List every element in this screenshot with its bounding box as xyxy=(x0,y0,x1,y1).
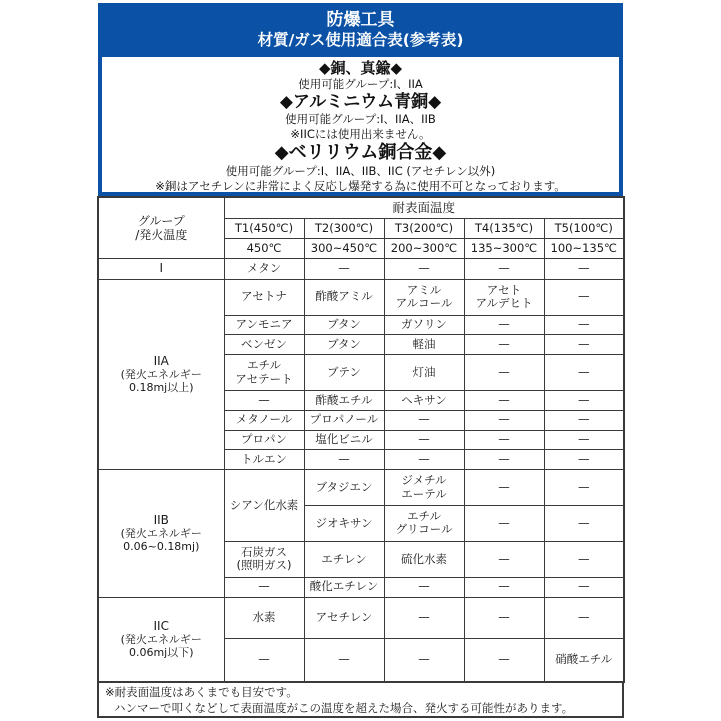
gas-cell: — xyxy=(464,450,544,470)
gas-cell: アセチレン xyxy=(304,597,384,639)
gas-cell: — xyxy=(304,258,384,279)
footnote-line-2: ハンマーで叩くなどして表面温度がこの温度を超えた場合、発火する可能性があります。 xyxy=(114,700,574,715)
gas-cell: 水素 xyxy=(224,597,304,639)
gas-cell: — xyxy=(224,639,304,682)
gas-cell: 塩化ビニル xyxy=(304,430,384,450)
t-range-cell: 100~135℃ xyxy=(544,239,624,259)
t-class-cell: T1(450℃) xyxy=(224,219,304,239)
gas-cell: — xyxy=(464,470,544,506)
gas-cell: — xyxy=(544,335,624,355)
gas-cell: エチル アセテート xyxy=(224,355,304,391)
gas-cell: — xyxy=(544,577,624,597)
gas-cell: — xyxy=(544,450,624,470)
gas-cell: 軽油 xyxy=(384,335,464,355)
gas-cell: トルエン xyxy=(224,450,304,470)
gas-cell: — xyxy=(544,410,624,430)
gas-cell: プロパノール xyxy=(304,410,384,430)
group-cell-IIC xyxy=(98,597,224,682)
table-header-row-1 xyxy=(98,197,624,219)
t-class-cell: T4(135℃) xyxy=(464,219,544,239)
gas-cell: — xyxy=(464,258,544,279)
gas-cell: 石炭ガス (照明ガス) xyxy=(224,541,304,577)
t-range-cell: 200~300℃ xyxy=(384,239,464,259)
group-label: IIA xyxy=(153,354,169,369)
surface-temp-header-cell: 耐表面温度 xyxy=(224,197,624,219)
gas-cell: — xyxy=(544,430,624,450)
gas-cell: — xyxy=(224,577,304,597)
gas-cell: アセト アルデヒト xyxy=(464,279,544,315)
gas-cell: — xyxy=(464,315,544,335)
t-range-cell: 300~450℃ xyxy=(304,239,384,259)
gas-cell: ブテン xyxy=(304,355,384,391)
gas-cell: — xyxy=(224,391,304,411)
gas-cell: — xyxy=(464,597,544,639)
t-class-cell: T5(100℃) xyxy=(544,219,624,239)
gas-cell: シアン化水素 xyxy=(224,470,304,542)
material-groups-beryllium-copper: 使用可能グループ:I、IIA、IIB、IIC (アセチレン以外) xyxy=(225,163,496,178)
gas-cell: — xyxy=(544,258,624,279)
material-info-box xyxy=(98,57,623,196)
gas-cell: — xyxy=(384,450,464,470)
group-cell-IIA xyxy=(98,279,224,469)
gas-cell: メタン xyxy=(224,258,304,279)
gas-cell: — xyxy=(304,639,384,682)
gas-cell: アセトナ xyxy=(224,279,304,315)
gas-cell: — xyxy=(464,577,544,597)
gas-cell: 酢酸アミル xyxy=(304,279,384,315)
gas-cell: ガソリン xyxy=(384,315,464,335)
gas-cell: 硫化水素 xyxy=(384,541,464,577)
group-cell-IIB xyxy=(98,470,224,598)
table-row xyxy=(98,258,624,279)
gas-cell: ブタン xyxy=(304,335,384,355)
gas-cell: 酸化エチレン xyxy=(304,577,384,597)
gas-cell: — xyxy=(384,597,464,639)
table-row xyxy=(98,470,624,506)
group-label: IIC xyxy=(153,619,169,634)
gas-cell: — xyxy=(464,541,544,577)
t-class-cell: T2(300℃) xyxy=(304,219,384,239)
gas-cell: エチレン xyxy=(304,541,384,577)
gas-compatibility-table xyxy=(97,196,625,683)
gas-cell: — xyxy=(464,430,544,450)
gas-cell: — xyxy=(544,470,624,506)
material-note-copper-acetylene: ※銅はアセチレンに非常によく反応し爆発する為に使用不可となっております。 xyxy=(155,178,566,193)
gas-cell: — xyxy=(304,450,384,470)
compatibility-table-container xyxy=(97,196,624,683)
gas-cell: アミル アルコール xyxy=(384,279,464,315)
gas-cell: ベンゼン xyxy=(224,335,304,355)
footnote-line-1: ※耐表面温度はあくまでも目安です。 xyxy=(105,685,298,699)
gas-cell: — xyxy=(544,541,624,577)
gas-cell: — xyxy=(464,355,544,391)
gas-cell: — xyxy=(464,505,544,541)
gas-cell: — xyxy=(544,355,624,391)
gas-cell: エチル グリコール xyxy=(384,505,464,541)
gas-cell: 酢酸エチル xyxy=(304,391,384,411)
material-name-beryllium-copper: ◆ベリリウム銅合金◆ xyxy=(274,142,447,164)
gas-cell: 灯油 xyxy=(384,355,464,391)
t-range-cell: 135~300℃ xyxy=(464,239,544,259)
gas-cell: — xyxy=(384,410,464,430)
material-name-aluminum-bronze: ◆アルミニウム青銅◆ xyxy=(279,91,442,112)
page-subtitle: 材質/ガス使用適合表(参考表) xyxy=(257,30,464,49)
gas-cell: — xyxy=(544,597,624,639)
gas-cell: — xyxy=(464,639,544,682)
material-note-aluminum-bronze: ※IICには使用出来ません。 xyxy=(290,127,431,142)
gas-cell: — xyxy=(544,391,624,411)
group-energy: (発火エネルギー 0.06~0.18mj) xyxy=(120,526,202,553)
gas-cell: ヘキサン xyxy=(384,391,464,411)
gas-cell: アンモニア xyxy=(224,315,304,335)
group-energy: (発火エネルギー 0.06mj以下) xyxy=(120,632,202,659)
group-energy: (発火エネルギー 0.18mj以上) xyxy=(120,367,202,394)
footnote-box xyxy=(97,683,624,718)
gas-cell: — xyxy=(384,258,464,279)
table-row xyxy=(98,279,624,315)
page-title: 防爆工具 xyxy=(326,9,395,30)
gas-cell: ジメチル エーテル xyxy=(384,470,464,506)
group-cell-I xyxy=(98,258,224,279)
title-banner xyxy=(98,3,623,57)
table-row xyxy=(98,597,624,639)
gas-cell: — xyxy=(464,410,544,430)
t-class-cell: T3(200℃) xyxy=(384,219,464,239)
gas-cell: ブタジエン xyxy=(304,470,384,506)
gas-cell: — xyxy=(384,577,464,597)
gas-cell: プロパン xyxy=(224,430,304,450)
gas-cell: — xyxy=(464,391,544,411)
gas-cell: ブタン xyxy=(304,315,384,335)
gas-cell: — xyxy=(544,279,624,315)
material-groups-aluminum-bronze: 使用可能グループ:I、IIA、IIB xyxy=(285,112,436,127)
gas-cell: ジオキサン xyxy=(304,505,384,541)
gas-cell: — xyxy=(384,639,464,682)
gas-cell: メタノール xyxy=(224,410,304,430)
gas-cell: — xyxy=(544,505,624,541)
gas-cell: — xyxy=(464,335,544,355)
t-range-cell: 450℃ xyxy=(224,239,304,259)
group-label: I xyxy=(159,261,164,276)
gas-cell: — xyxy=(384,430,464,450)
material-name-copper-brass: ◆銅、真鍮◆ xyxy=(318,59,403,77)
material-groups-copper-brass: 使用可能グループ:I、IIA xyxy=(298,77,423,91)
group-label: IIB xyxy=(153,513,169,528)
gas-cell: 硝酸エチル xyxy=(544,639,624,682)
corner-header-cell: グループ /発火温度 xyxy=(98,197,224,258)
gas-cell: — xyxy=(544,315,624,335)
